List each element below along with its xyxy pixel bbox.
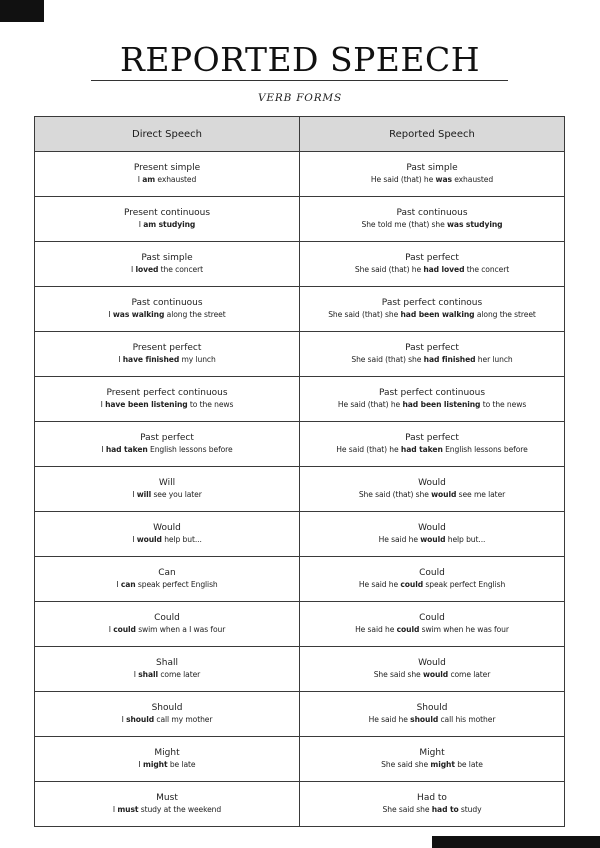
direct-speech-cell (35, 467, 300, 512)
reported-speech-cell (300, 287, 565, 332)
sentence-text: He said he (368, 715, 411, 724)
direct-speech-cell (35, 692, 300, 737)
reported-speech-cell (300, 647, 565, 692)
tense-name: Past simple (406, 163, 458, 173)
table-row (35, 692, 565, 737)
sentence-text: She said (that) he (354, 265, 424, 274)
direct-speech-cell (35, 557, 300, 602)
sentence-text: I (108, 625, 114, 634)
sentence-text: the concert (464, 265, 510, 274)
sentence-text: to the news (187, 400, 234, 409)
example-sentence (302, 669, 562, 680)
direct-speech-cell (35, 512, 300, 557)
verb-form: shall (138, 670, 159, 679)
sentence-text: to the news (480, 400, 527, 409)
sentence-text: see you later (151, 490, 202, 499)
example-sentence (302, 444, 562, 455)
tense-name: Could (154, 613, 180, 623)
sentence-text: He said he (378, 535, 421, 544)
example-sentence (37, 264, 297, 275)
reported-speech-cell (300, 467, 565, 512)
verb-form: could (396, 625, 420, 634)
page-subtitle: VERB FORMS (258, 92, 342, 104)
sentence-text: I (112, 805, 118, 814)
verb-forms-table (34, 116, 565, 827)
table-row (35, 467, 565, 512)
title-divider (91, 80, 508, 81)
sentence-text: call my mother (154, 715, 213, 724)
sentence-text: study (458, 805, 482, 814)
verb-form: would (136, 535, 162, 544)
tense-name: Will (158, 478, 176, 488)
tense-name: Would (418, 523, 446, 533)
tense-name: Past perfect (405, 253, 459, 263)
example-sentence (37, 219, 297, 230)
direct-speech-cell (35, 377, 300, 422)
verb-form: loved (135, 265, 159, 274)
example-sentence (37, 714, 297, 725)
sentence-text: the concert (158, 265, 203, 274)
sentence-text: I (118, 355, 123, 364)
example-sentence (37, 624, 297, 635)
sentence-text: along the street (474, 310, 536, 319)
verb-form: had taken (400, 445, 443, 454)
verb-form: had been listening (402, 400, 481, 409)
example-sentence (302, 804, 562, 815)
verb-form: was (435, 175, 452, 184)
example-sentence (302, 174, 562, 185)
table-row (35, 647, 565, 692)
direct-speech-cell (35, 197, 300, 242)
sentence-text: speak perfect English (135, 580, 218, 589)
table-row (35, 557, 565, 602)
sentence-text: She said she (382, 805, 432, 814)
direct-speech-cell (35, 242, 300, 287)
sentence-text: speak perfect English (423, 580, 506, 589)
tense-name: Should (151, 703, 183, 713)
reported-speech-cell (300, 782, 565, 827)
tense-name: Shall (156, 658, 178, 668)
example-sentence (302, 714, 562, 725)
tense-name: Would (418, 658, 446, 668)
tense-name: Present perfect continuous (106, 388, 228, 398)
example-sentence (37, 759, 297, 770)
reported-speech-cell (300, 197, 565, 242)
example-sentence (37, 579, 297, 590)
table-row (35, 242, 565, 287)
tense-name: Past perfect (405, 343, 459, 353)
tense-name: Would (153, 523, 181, 533)
tense-name: Had to (417, 793, 447, 803)
verb-form: had to (431, 805, 459, 814)
tense-name: Present continuous (123, 208, 211, 218)
sentence-text: I (133, 670, 139, 679)
verb-form: had taken (105, 445, 148, 454)
verb-form: would (422, 670, 449, 679)
table-row (35, 422, 565, 467)
verb-form: had loved (423, 265, 465, 274)
example-sentence (302, 309, 562, 320)
sentence-text: I (101, 445, 106, 454)
sentence-text: She told me (that) she (361, 220, 447, 229)
sentence-text: I (132, 490, 137, 499)
example-sentence (302, 624, 562, 635)
tense-name: Might (154, 748, 180, 758)
page-title: REPORTED SPEECH (119, 40, 481, 79)
sentence-text: come later (448, 670, 491, 679)
verb-form: could (400, 580, 424, 589)
direct-speech-cell (35, 152, 300, 197)
tense-name: Past perfect continuous (378, 388, 486, 398)
example-sentence (37, 444, 297, 455)
tense-name: Past continuous (396, 208, 468, 218)
verb-form: must (117, 805, 139, 814)
reported-speech-cell (300, 602, 565, 647)
sentence-text: see me later (456, 490, 506, 499)
reported-speech-cell (300, 692, 565, 737)
tense-name: Present perfect (132, 343, 202, 353)
verb-form: had been walking (400, 310, 475, 319)
tense-name: Past simple (141, 253, 193, 263)
example-sentence (302, 759, 562, 770)
direct-speech-cell (35, 332, 300, 377)
table-body (35, 152, 565, 827)
sentence-text: my lunch (179, 355, 216, 364)
sentence-text: He said (that) he (370, 175, 436, 184)
direct-speech-cell (35, 287, 300, 332)
verb-form: was walking (112, 310, 165, 319)
sentence-text: She said (that) she (351, 355, 424, 364)
table-row (35, 512, 565, 557)
reported-speech-cell (300, 152, 565, 197)
example-sentence (37, 489, 297, 500)
verb-form: had finished (423, 355, 476, 364)
verb-form: might (143, 760, 168, 769)
direct-speech-cell (35, 602, 300, 647)
tense-name: Should (416, 703, 448, 713)
sentence-text: I (121, 715, 127, 724)
sentence-text: swim when a I was four (135, 625, 226, 634)
sentence-text: help but... (445, 535, 486, 544)
sentence-text: study at the weekend (138, 805, 222, 814)
direct-speech-cell (35, 782, 300, 827)
direct-speech-cell (35, 647, 300, 692)
verb-form: was studying (447, 220, 503, 229)
sentence-text: I (108, 310, 113, 319)
tense-name: Past perfect (140, 433, 194, 443)
table-row (35, 377, 565, 422)
sentence-text: He said (that) he (337, 400, 403, 409)
sentence-text: help but... (161, 535, 202, 544)
sentence-text: exhausted (155, 175, 197, 184)
reported-speech-cell (300, 557, 565, 602)
sentence-text: I (131, 265, 136, 274)
sentence-text: He said he (355, 625, 397, 634)
verb-form: would (431, 490, 457, 499)
sentence-text: English lessons before (147, 445, 233, 454)
example-sentence (302, 219, 562, 230)
sentence-text: her lunch (475, 355, 513, 364)
direct-speech-cell (35, 737, 300, 782)
reported-speech-cell (300, 422, 565, 467)
sentence-text: swim when he was four (419, 625, 509, 634)
tense-name: Could (419, 613, 445, 623)
sentence-text: She said (that) she (358, 490, 432, 499)
reported-speech-cell (300, 737, 565, 782)
verb-form: could (113, 625, 136, 634)
sentence-text: call his mother (438, 715, 496, 724)
verb-form: will (136, 490, 152, 499)
example-sentence (37, 669, 297, 680)
table-row (35, 782, 565, 827)
verb-form: am (142, 175, 156, 184)
example-sentence (302, 534, 562, 545)
sentence-text: She said she (373, 670, 423, 679)
table-header-row (35, 117, 565, 152)
tense-name: Present simple (133, 163, 201, 173)
table-row (35, 197, 565, 242)
tense-name: Might (419, 748, 445, 758)
sentence-text: He said (that) he (336, 445, 401, 454)
verb-form: might (430, 760, 455, 769)
example-sentence (37, 174, 297, 185)
sentence-text: I (138, 220, 144, 229)
reported-speech-cell (300, 512, 565, 557)
example-sentence (302, 354, 562, 365)
verb-form: have been listening (105, 400, 188, 409)
tense-name: Must (156, 793, 178, 803)
sentence-text: along the street (164, 310, 226, 319)
sentence-text: I (116, 580, 121, 589)
sentence-text: be late (167, 760, 196, 769)
example-sentence (37, 309, 297, 320)
table-row (35, 602, 565, 647)
table-row (35, 737, 565, 782)
tense-name: Could (419, 568, 445, 578)
verb-form: should (410, 715, 439, 724)
tense-name: Past continuous (131, 298, 203, 308)
reported-speech-cell (300, 377, 565, 422)
sentence-text: be late (454, 760, 483, 769)
tense-name: Would (418, 478, 446, 488)
example-sentence (302, 399, 562, 410)
table-row (35, 152, 565, 197)
example-sentence (302, 489, 562, 500)
example-sentence (37, 399, 297, 410)
table-row (35, 287, 565, 332)
verb-form: would (420, 535, 446, 544)
verb-form: can (120, 580, 136, 589)
sentence-text: exhausted (451, 175, 494, 184)
sentence-text: She said (that) she (328, 310, 401, 319)
sentence-text: I (132, 535, 137, 544)
sentence-text: I (100, 400, 106, 409)
direct-speech-cell (35, 422, 300, 467)
corner-block-bottom-right (432, 836, 600, 848)
reported-speech-cell (300, 242, 565, 287)
example-sentence (37, 354, 297, 365)
sentence-text: I (137, 175, 143, 184)
example-sentence (37, 534, 297, 545)
example-sentence (37, 804, 297, 815)
tense-name: Past perfect continous (381, 298, 483, 308)
sentence-text: I (138, 760, 144, 769)
verb-form: should (126, 715, 155, 724)
example-sentence (302, 579, 562, 590)
sentence-text: She said she (381, 760, 431, 769)
example-sentence (302, 264, 562, 275)
tense-name: Past perfect (405, 433, 459, 443)
sentence-text: English lessons before (442, 445, 528, 454)
verb-form: have finished (122, 355, 180, 364)
header-direct-speech: Direct Speech (35, 117, 300, 152)
tense-name: Can (158, 568, 176, 578)
corner-block-top-left (0, 0, 44, 22)
sentence-text: He said he (358, 580, 401, 589)
table-row (35, 332, 565, 377)
header-reported-speech: Reported Speech (300, 117, 565, 152)
sentence-text: come later (158, 670, 201, 679)
verb-form: am studying (143, 220, 196, 229)
reported-speech-cell (300, 332, 565, 377)
